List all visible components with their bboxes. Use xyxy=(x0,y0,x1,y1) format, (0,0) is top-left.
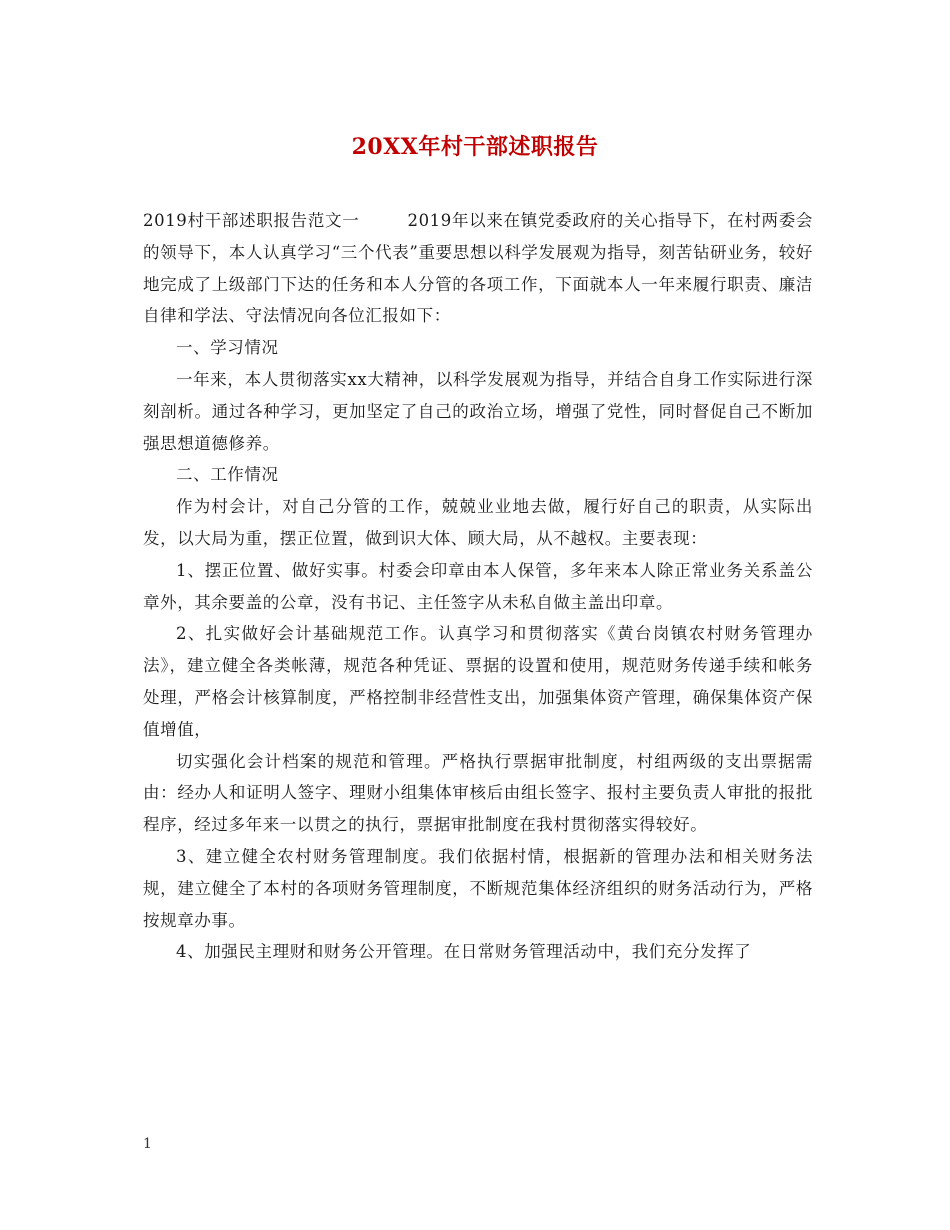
intro-text: 2019年以来在镇党委政府的关心指导下，在村两委会的领导下，本人认真学习“三个代表”重要思想以科学发展观为指导，刻苦钻研业务，较好地完成了上级部门下达的任务和本人分管的各项工作，下面就本人一年来履行职责、廉洁自律和学法、守法情况向各位汇报如下： xyxy=(143,211,813,326)
paragraph-study: 一年来，本人贯彻落实xx大精神，以科学发展观为指导，并结合自身工作实际进行深刻剖析。通过各种学习，更加坚定了自己的政治立场，增强了党性，同时督促自己不断加强思想道德修养。 xyxy=(143,369,813,453)
section-heading-study: 一、学习情况 xyxy=(176,338,279,358)
paragraph-item-4: 4、加强民主理财和财务公开管理。在日常财务管理活动中，我们充分发挥了 xyxy=(176,942,752,962)
paragraph-work-intro: 作为村会计，对自己分管的工作，兢兢业业地去做，履行好自己的职责，从实际出发，以大局为重，摆正位置，做到识大体、顾大局，从不越权。主要表现： xyxy=(143,497,813,548)
paragraph-item-3: 3、建立健全农村财务管理制度。我们依据村情，根据新的管理办法和相关财务法规，建立健全了本村的各项财务管理制度，不断规范集体经济组织的财务活动行为，严格按规章办事。 xyxy=(143,846,813,930)
paragraph-item-2: 2、扎实做好会计基础规范工作。认真学习和贯彻落实《黄台岗镇农村财务管理办法》，建立健全各类帐薄，规范各种凭证、票据的设置和使用，规范财务传递手续和帐务处理，严格会计核算制度，严格控制非经营性支出，加强集体资产管理，确保集体资产保值增值， xyxy=(143,624,813,739)
paragraph-item-2-cont: 切实强化会计档案的规范和管理。严格执行票据审批制度，村组两级的支出票据需由：经办人和证明人签字、理财小组集体审核后由组长签字、报村主要负责人审批的报批程序，经过多年来一以贯之的执行，票据审批制度在我村贯彻落实得较好。 xyxy=(143,751,813,835)
intro-label: 2019村干部述职报告范文一 xyxy=(143,211,360,230)
document-body xyxy=(143,205,813,968)
section-heading-work: 二、工作情况 xyxy=(176,465,279,485)
document-title: 20XX年村干部述职报告 xyxy=(351,134,599,160)
page-number: 1 xyxy=(143,1136,152,1152)
intro-paragraph xyxy=(143,205,813,332)
paragraph-item-1: 1、摆正位置、做好实事。村委会印章由本人保管，多年来本人除正常业务关系盖公章外，其余要盖的公章，没有书记、主任签字从未私自做主盖出印章。 xyxy=(143,560,813,612)
